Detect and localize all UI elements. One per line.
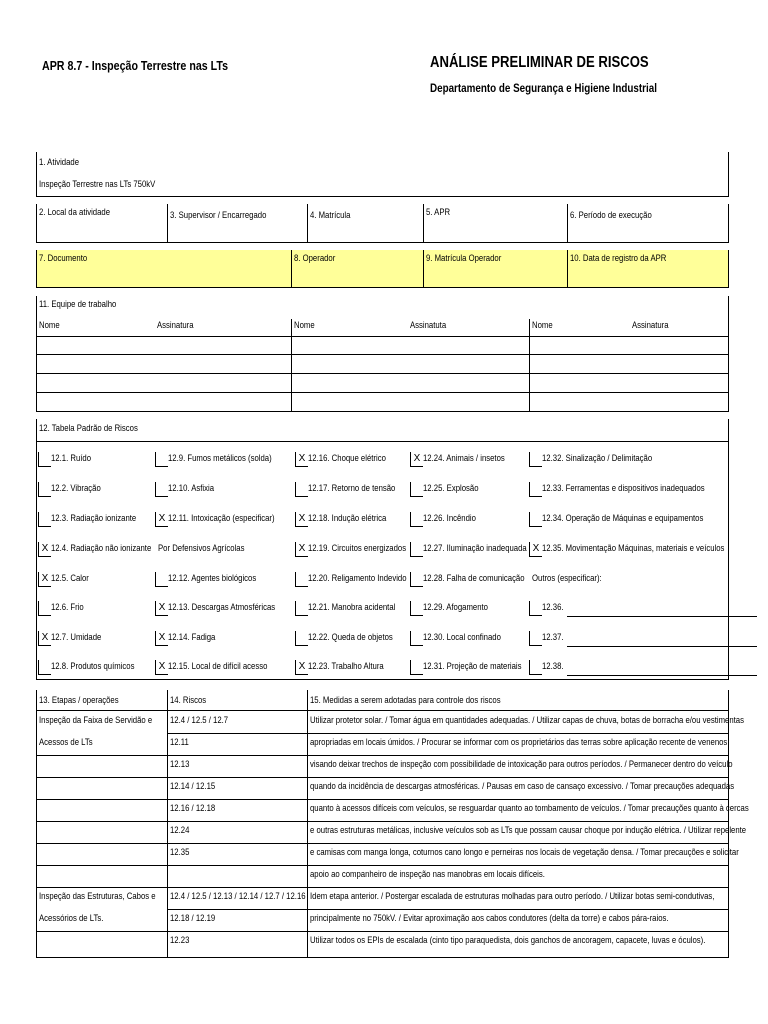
- risk-item-label: 12.6. Frio: [51, 602, 84, 612]
- step-riscos: 12.13: [170, 759, 190, 769]
- local-label[interactable]: 2. Local da atividade: [39, 207, 111, 217]
- risk-item-label: 12.8. Produtos químicos: [51, 661, 135, 671]
- step-riscos: 12.16 / 12.18: [170, 803, 216, 813]
- risk-checkbox[interactable]: [529, 660, 542, 675]
- step-medida: Utilizar todos os EPIs de escalada (cinto tipo paraquedista, dois ganchos de ancoragem, capacete, luvas e óculos).: [310, 935, 706, 945]
- activity-label: 1. Atividade: [39, 157, 80, 167]
- risk-item-label: 12.10. Asfixia: [168, 483, 215, 493]
- team-header-assinatura-2: Assinatuta: [410, 320, 447, 330]
- data-registro-label[interactable]: 10. Data de registro da APR: [570, 253, 667, 263]
- risk-checkbox[interactable]: X: [38, 542, 51, 557]
- risk-item-label: 12.25. Explosão: [423, 483, 479, 493]
- risk-checkbox[interactable]: [529, 601, 542, 616]
- operador-label[interactable]: 8. Operador: [294, 253, 336, 263]
- risk-item-label: 12.11. Intoxicação (especificar): [168, 513, 275, 523]
- risk-checkbox[interactable]: [155, 452, 168, 467]
- risk-checkbox[interactable]: [529, 631, 542, 646]
- risk-checkbox[interactable]: [410, 542, 423, 557]
- risk-item-label: 12.27. Iluminação inadequada: [423, 543, 527, 553]
- risk-item-label: 12.31. Projeção de materiais: [423, 661, 522, 671]
- step-medida: Utilizar protetor solar. / Tomar água em quantidades adequadas. / Utilizar capas de chuva, botas de borracha e/ou vestimentas: [310, 715, 744, 725]
- risk-item-label: 12.35. Movimentação Máquinas, materiais e veículos: [542, 543, 725, 553]
- risk-checkbox[interactable]: [410, 660, 423, 675]
- step-riscos: 12.4 / 12.5 / 12.7: [170, 715, 229, 725]
- steps-header-etapas: 13. Etapas / operações: [39, 695, 119, 705]
- risk-checkbox[interactable]: X: [529, 542, 542, 557]
- risk-item-label: 12.5. Calor: [51, 573, 89, 583]
- risk-item-label: 12.12. Agentes biológicos: [168, 573, 257, 583]
- risk-checkbox[interactable]: [295, 601, 308, 616]
- risk-item-label: 12.9. Fumos metálicos (solda): [168, 453, 272, 463]
- risk-item-label: 12.28. Falha de comunicação: [423, 573, 525, 583]
- risk-item-label: 12.37.: [542, 632, 564, 642]
- risk-checkbox[interactable]: [38, 512, 51, 527]
- team-header-nome-2: Nome: [294, 320, 315, 330]
- risk-checkbox[interactable]: X: [38, 631, 51, 646]
- risk-checkbox[interactable]: [38, 601, 51, 616]
- risk-checkbox[interactable]: X: [410, 452, 423, 467]
- risk-item-label: 12.32. Sinalização / Delimitação: [542, 453, 653, 463]
- risk-checkbox[interactable]: [38, 452, 51, 467]
- risk-checkbox[interactable]: X: [295, 452, 308, 467]
- risk-item-label: 12.36.: [542, 602, 564, 612]
- risk-item-label: 12.20. Religamento Indevido: [308, 573, 407, 583]
- risk-checkbox[interactable]: [529, 482, 542, 497]
- risk-item-label: 12.17. Retorno de tensão: [308, 483, 396, 493]
- steps-header-medidas: 15. Medidas a serem adotadas para controle dos riscos: [310, 695, 501, 705]
- risk-item-label: 12.33. Ferramentas e dispositivos inadequados: [542, 483, 705, 493]
- step-medida: principalmente no 750kV. / Evitar aproximação aos cabos condutores (delta da torre) e cabos pára-raios.: [310, 913, 669, 923]
- risk-checkbox[interactable]: X: [38, 572, 51, 587]
- other-risk-line[interactable]: [567, 646, 757, 647]
- risk-item-label: 12.23. Trabalho Altura: [308, 661, 384, 671]
- risk-checkbox[interactable]: X: [155, 660, 168, 675]
- risk-checkbox[interactable]: X: [155, 512, 168, 527]
- document-code-title: APR 8.7 - Inspeção Terrestre nas LTs: [42, 58, 229, 73]
- risk-item-label: 12.1. Ruído: [51, 453, 92, 463]
- risk-item-label: 12.24. Animais / insetos: [423, 453, 505, 463]
- matricula-operador-label[interactable]: 9. Matrícula Operador: [426, 253, 502, 263]
- risk-item-label: 12.38.: [542, 661, 564, 671]
- team-header-assinatura-1: Assinatura: [157, 320, 194, 330]
- step-riscos: 12.14 / 12.15: [170, 781, 216, 791]
- team-header-nome-3: Nome: [532, 320, 553, 330]
- risk-item-label: 12.30. Local confinado: [423, 632, 501, 642]
- risk-item-label: 12.19. Circuitos energizados: [308, 543, 407, 553]
- risk-item-label: 12.15. Local de difícil acesso: [168, 661, 268, 671]
- step-etapa: Inspeção das Estruturas, Cabos e: [39, 891, 156, 901]
- risk-checkbox[interactable]: X: [295, 512, 308, 527]
- step-medida: quando da incidência de descargas atmosféricas. / Pausas em caso de cansaço excessivo. / Tomar precauções adequadas: [310, 781, 735, 791]
- documento-label[interactable]: 7. Documento: [39, 253, 88, 263]
- department-subtitle: Departamento de Segurança e Higiene Industrial: [430, 81, 657, 95]
- risk-checkbox[interactable]: [529, 452, 542, 467]
- step-riscos: 12.4 / 12.5 / 12.13 / 12.14 / 12.7 / 12.16: [170, 891, 306, 901]
- risk-checkbox[interactable]: [38, 660, 51, 675]
- risk-checkbox[interactable]: [410, 572, 423, 587]
- risk-checkbox[interactable]: [410, 512, 423, 527]
- other-risk-line[interactable]: [567, 616, 757, 617]
- risk-item-label: Outros (especificar):: [532, 573, 602, 583]
- risk-item-label: 12.7. Umidade: [51, 632, 102, 642]
- steps-header-riscos: 14. Riscos: [170, 695, 207, 705]
- step-riscos: 12.11: [170, 737, 189, 747]
- team-header-nome-1: Nome: [39, 320, 60, 330]
- risk-checkbox[interactable]: [155, 482, 168, 497]
- other-risk-line[interactable]: [567, 675, 757, 676]
- matricula-label[interactable]: 4. Matrícula: [310, 210, 351, 220]
- step-medida: apoio ao companheiro de inspeção nas manobras em locais difíceis.: [310, 869, 545, 879]
- activity-value[interactable]: Inspeção Terrestre nas LTs 750kV: [39, 179, 156, 189]
- step-riscos: 12.24: [170, 825, 190, 835]
- step-medida: e outras estruturas metálicas, inclusive veículos sob as LTs que possam causar choque por indução elétrica. / Utilizar repelente: [310, 825, 747, 835]
- risk-item-label: 12.34. Operação de Máquinas e equipamentos: [542, 513, 704, 523]
- step-etapa: Inspeção da Faixa de Servidão e: [39, 715, 153, 725]
- risk-checkbox[interactable]: [410, 482, 423, 497]
- risk-item-label: 12.3. Radiação ionizante: [51, 513, 137, 523]
- risk-item-label: 12.26. Incêndio: [423, 513, 476, 523]
- risk-item-label: 12.21. Manobra acidental: [308, 602, 396, 612]
- risk-item-label: 12.2. Vibração: [51, 483, 101, 493]
- step-medida: visando deixar trechos de inspeção com possibilidade de intoxicação para outros períodos. / Permanecer dentro do veículo: [310, 759, 733, 769]
- step-medida: apropriadas em locais úmidos. / Procurar se informar com os proprietários das terras sobre aplicação recente de venenos: [310, 737, 728, 747]
- risk-item-label: 12.13. Descargas Atmosféricas: [168, 602, 276, 612]
- step-medida: e camisas com manga longa, coturnos cano longo e perneiras nos locais de vegetação densa. / Tomar precauções e solicitar: [310, 847, 739, 857]
- risks-table-label: 12. Tabela Padrão de Riscos: [39, 423, 138, 433]
- risk-checkbox[interactable]: [38, 482, 51, 497]
- risk-item-label: 12.22. Queda de objetos: [308, 632, 393, 642]
- risk-item-label: 12.18. Indução elétrica: [308, 513, 387, 523]
- risk-item-label: 12.4. Radiação não ionizante: [51, 543, 152, 553]
- step-medida: Idem etapa anterior. / Postergar escalada de estruturas molhadas para outro período. / Utilizar botas semi-condutivas,: [310, 891, 715, 901]
- risk-checkbox[interactable]: X: [155, 601, 168, 616]
- risk-checkbox[interactable]: X: [155, 631, 168, 646]
- risk-checkbox[interactable]: [295, 572, 308, 587]
- risk-item-label: 12.14. Fadiga: [168, 632, 216, 642]
- risk-checkbox[interactable]: [410, 601, 423, 616]
- team-label: 11. Equipe de trabalho: [39, 299, 117, 309]
- periodo-label[interactable]: 6. Período de execução: [570, 210, 652, 220]
- step-medida: quanto à acessos difíceis com veículos, se resguardar quanto ao tombamento de veículos. / Tomar precauções quanto à cercas: [310, 803, 749, 813]
- risk-checkbox[interactable]: [295, 631, 308, 646]
- step-riscos: 12.18 / 12.19: [170, 913, 216, 923]
- team-header-assinatura-3: Assinatura: [632, 320, 669, 330]
- risk-checkbox[interactable]: [295, 482, 308, 497]
- document-main-title: ANÁLISE PRELIMINAR DE RISCOS: [430, 54, 649, 71]
- risk-checkbox[interactable]: [529, 512, 542, 527]
- risk-checkbox[interactable]: [410, 631, 423, 646]
- apr-label[interactable]: 5. APR: [426, 207, 451, 217]
- risk-checkbox[interactable]: X: [295, 542, 308, 557]
- risk-checkbox[interactable]: X: [295, 660, 308, 675]
- risk-checkbox[interactable]: [155, 572, 168, 587]
- step-riscos: 12.23: [170, 935, 190, 945]
- step-etapa: Acessos de LTs: [39, 737, 93, 747]
- risk-item-label: 12.16. Choque elétrico: [308, 453, 386, 463]
- step-riscos: 12.35: [170, 847, 190, 857]
- supervisor-label[interactable]: 3. Supervisor / Encarregado: [170, 210, 267, 220]
- risk-item-label: Por Defensivos Agrícolas: [158, 543, 245, 553]
- step-etapa: Acessórios de LTs.: [39, 913, 104, 923]
- risk-item-label: 12.29. Afogamento: [423, 602, 488, 612]
